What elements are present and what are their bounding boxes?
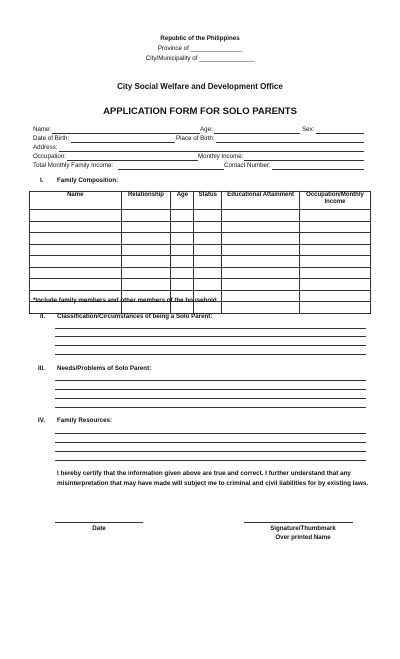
table-cell[interactable]: [300, 279, 371, 291]
dob-field[interactable]: [71, 135, 175, 143]
section1-title: Family Composition:: [57, 177, 119, 184]
table-cell[interactable]: [300, 256, 371, 268]
answer-line[interactable]: [55, 345, 366, 346]
table-cell[interactable]: [222, 256, 300, 268]
answer-line[interactable]: [55, 389, 366, 390]
table-cell[interactable]: [194, 256, 222, 268]
table-cell[interactable]: [30, 256, 122, 268]
section2-title: Classification/Circumstances of being a Solo Parent:: [57, 313, 213, 320]
occupation-field[interactable]: [67, 153, 198, 161]
table-cell[interactable]: [222, 244, 300, 256]
table-cell[interactable]: [194, 221, 222, 233]
answer-line[interactable]: [55, 336, 366, 337]
table-cell[interactable]: [222, 267, 300, 279]
table-cell[interactable]: [121, 233, 171, 245]
section2-number: II.: [40, 313, 46, 320]
table-cell[interactable]: [171, 279, 194, 291]
table-cell[interactable]: [30, 244, 122, 256]
table-cell[interactable]: [171, 267, 194, 279]
answer-line[interactable]: [55, 451, 366, 452]
table-cell[interactable]: [300, 267, 371, 279]
republic-line: Republic of the Philippines: [160, 35, 240, 42]
table-cell[interactable]: [300, 221, 371, 233]
table-cell[interactable]: [300, 210, 371, 222]
answer-line[interactable]: [55, 398, 366, 399]
form-title: APPLICATION FORM FOR SOLO PARENTS: [103, 106, 297, 117]
table-cell[interactable]: [222, 221, 300, 233]
table-cell[interactable]: [194, 210, 222, 222]
section4-title: Family Resources:: [57, 417, 113, 424]
name-field[interactable]: [52, 126, 200, 134]
table-row[interactable]: [30, 244, 371, 256]
table-cell[interactable]: [171, 233, 194, 245]
table-cell[interactable]: [30, 279, 122, 291]
signature-line[interactable]: [244, 522, 353, 523]
answer-line[interactable]: [55, 328, 366, 329]
col-header-occupation: Occupation/Monthly Income: [300, 192, 371, 210]
contact-field[interactable]: [272, 162, 364, 170]
dob-label: Date of Birth:: [33, 135, 70, 142]
date-label: Date: [92, 525, 106, 532]
printed-name-label: Over printed Name: [275, 534, 331, 541]
section3-title: Needs/Problems of Solo Parent:: [57, 365, 152, 372]
section1-number: I.: [40, 177, 44, 184]
col-header-relationship: Relationship: [121, 192, 171, 210]
date-line[interactable]: [55, 522, 143, 523]
sex-label: Sex:: [302, 126, 315, 133]
table-row[interactable]: [30, 233, 371, 245]
table-cell[interactable]: [121, 244, 171, 256]
table-row[interactable]: [30, 279, 371, 291]
table-cell[interactable]: [121, 267, 171, 279]
table-cell[interactable]: [222, 290, 300, 302]
table-row[interactable]: [30, 221, 371, 233]
col-header-education: Educational Attainment: [222, 192, 300, 210]
city-line: City/Municipality of ________________: [145, 55, 255, 62]
table-cell[interactable]: [300, 244, 371, 256]
family-composition-table: [29, 191, 371, 314]
table-cell[interactable]: [222, 210, 300, 222]
col-header-status: Status: [194, 192, 222, 210]
age-label: Age:: [200, 126, 213, 133]
table-cell[interactable]: [194, 233, 222, 245]
occupation-label: Occupation:: [33, 153, 67, 160]
table-header-row: [30, 192, 371, 210]
address-field[interactable]: [59, 144, 364, 152]
col-header-age: Age: [171, 192, 194, 210]
table-cell[interactable]: [171, 221, 194, 233]
contact-label: Contact Number:: [224, 162, 271, 169]
table-cell[interactable]: [300, 290, 371, 302]
table-cell[interactable]: [300, 233, 371, 245]
answer-line[interactable]: [55, 442, 366, 443]
answer-line[interactable]: [55, 433, 366, 434]
answer-line[interactable]: [55, 460, 366, 461]
table-cell[interactable]: [194, 244, 222, 256]
office-name: City Social Welfare and Development Office: [117, 82, 283, 91]
pob-label: Place of Birth:: [176, 135, 215, 142]
name-label: Name:: [33, 126, 52, 133]
answer-line[interactable]: [55, 407, 366, 408]
col-header-name: Name: [30, 192, 122, 210]
certification-text: I hereby certify that the information given above are true and correct. I further understand that any misinterpretation that may have made will subject me to criminal and civil liabilities for by existing laws.: [57, 470, 369, 487]
answer-line[interactable]: [55, 354, 366, 355]
table-cell[interactable]: [121, 279, 171, 291]
table-row[interactable]: [30, 256, 371, 268]
table-cell[interactable]: [30, 233, 122, 245]
signature-label: Signature/Thumbmark: [270, 525, 336, 532]
table-cell[interactable]: [222, 302, 300, 314]
table-cell[interactable]: [30, 210, 122, 222]
table-cell[interactable]: [300, 302, 371, 314]
table-row[interactable]: [30, 267, 371, 279]
address-label: Address:: [33, 144, 58, 151]
table-cell[interactable]: [194, 279, 222, 291]
sex-field[interactable]: [316, 126, 364, 134]
section3-number: III.: [38, 365, 45, 372]
monthly-income-field[interactable]: [244, 153, 364, 161]
family-income-label: Total Monthly Family Income:: [33, 162, 114, 169]
table-cell[interactable]: [222, 233, 300, 245]
table-cell[interactable]: [30, 267, 122, 279]
table-cell[interactable]: [222, 279, 300, 291]
section4-number: IV.: [38, 417, 45, 424]
age-field[interactable]: [214, 126, 300, 134]
table-cell[interactable]: [171, 256, 194, 268]
answer-line[interactable]: [55, 380, 366, 381]
table-cell[interactable]: [121, 221, 171, 233]
household-note: *Include family members and other members of the household: [33, 297, 217, 304]
family-income-field[interactable]: [118, 162, 224, 170]
table-cell[interactable]: [171, 244, 194, 256]
table-cell[interactable]: [121, 256, 171, 268]
table-cell[interactable]: [30, 221, 122, 233]
table-cell[interactable]: [194, 267, 222, 279]
monthly-income-label: Monthly Income:: [198, 153, 244, 160]
table-cell[interactable]: [171, 210, 194, 222]
pob-field[interactable]: [216, 135, 364, 143]
table-cell[interactable]: [121, 210, 171, 222]
table-row[interactable]: [30, 210, 371, 222]
province-line: Province of _______________: [157, 45, 243, 52]
